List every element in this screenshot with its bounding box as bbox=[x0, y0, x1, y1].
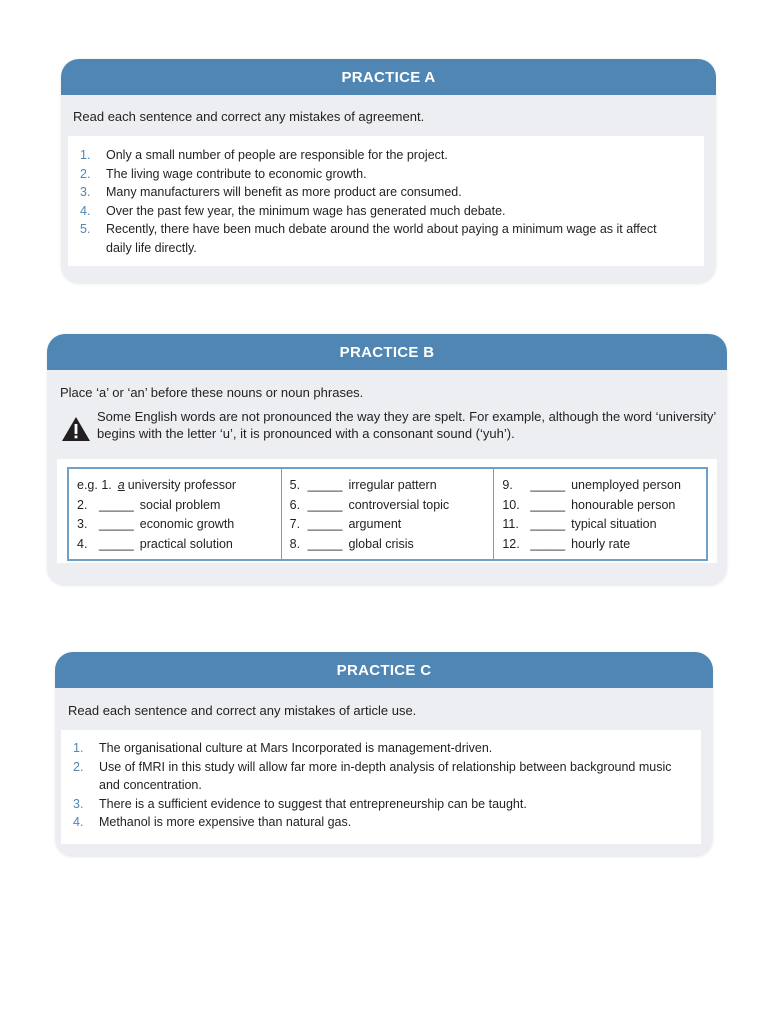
list-item: 2. The living wage contribute to economic growth. bbox=[80, 166, 367, 181]
table-row: 12. _____ hourly rate bbox=[502, 536, 631, 551]
table-row: 8. _____ global crisis bbox=[289, 536, 414, 551]
nouns-column-3 bbox=[493, 469, 706, 559]
list-item: 2. Use of fMRI in this study will allow far more in-depth analysis of relationship between background music and concentration. bbox=[73, 759, 672, 792]
practice-a-list-panel bbox=[68, 136, 704, 266]
list-item: 1. Only a small number of people are responsible for the project. bbox=[80, 148, 448, 162]
practice-b-instruction: Place ‘a’ or ‘an’ before these nouns or noun phrases. bbox=[60, 385, 364, 400]
practice-c-card bbox=[55, 652, 713, 857]
warning-triangle-icon bbox=[61, 416, 91, 442]
table-row: 11. _____ typical situation bbox=[502, 517, 657, 531]
practice-a-instruction: Read each sentence and correct any mistakes of agreement. bbox=[73, 109, 425, 124]
table-row: 6. _____ controversial topic bbox=[289, 497, 450, 512]
nouns-column-1 bbox=[69, 469, 281, 559]
list-item: 3. Many manufacturers will benefit as more product are consumed. bbox=[80, 185, 462, 199]
list-item: 4. Methanol is more expensive than natural gas. bbox=[73, 815, 352, 829]
list-item: 5. Recently, there have been much debate around the world about paying a minimum wage as it affect daily life directly. bbox=[80, 222, 657, 255]
example-row: e.g. 1. a university professor bbox=[77, 476, 281, 496]
warning-text: Some English words are not pronounced the way they are spelt. For example, although the word ‘university’ begins with the letter ‘u’, it is pronounced with a consonant sound (‘yuh’). bbox=[97, 409, 716, 441]
table-row: 7. _____ argument bbox=[289, 517, 402, 531]
practice-a-list bbox=[68, 136, 704, 257]
practice-c-title: PRACTICE C bbox=[55, 652, 713, 688]
practice-a-title: PRACTICE A bbox=[61, 59, 716, 95]
table-row: 9. _____ unemployed person bbox=[502, 478, 681, 492]
practice-c-list-panel bbox=[61, 730, 701, 844]
list-item: 1. The organisational culture at Mars Incorporated is management-driven. bbox=[73, 741, 493, 755]
practice-b-title: PRACTICE B bbox=[47, 334, 727, 370]
table-row: 5. _____ irregular pattern bbox=[289, 478, 437, 492]
list-item: 4. Over the past few year, the minimum wage has generated much debate. bbox=[80, 203, 506, 218]
practice-b-card bbox=[47, 334, 727, 586]
practice-a-card bbox=[61, 59, 716, 284]
list-item: 3. There is a sufficient evidence to suggest that entrepreneurship can be taught. bbox=[73, 796, 527, 811]
table-row: 10. _____ honourable person bbox=[502, 497, 676, 512]
table-row: 3. _____ economic growth bbox=[77, 517, 235, 531]
practice-c-instruction: Read each sentence and correct any mistakes of article use. bbox=[68, 703, 417, 718]
table-row: 4. _____ practical solution bbox=[77, 536, 233, 551]
practice-c-list bbox=[61, 730, 701, 832]
nouns-column-2 bbox=[281, 469, 494, 559]
example-answer: a bbox=[117, 478, 125, 492]
nouns-table bbox=[67, 467, 708, 561]
table-row: 2. _____ social problem bbox=[77, 497, 221, 512]
practice-b-warning bbox=[61, 408, 716, 442]
